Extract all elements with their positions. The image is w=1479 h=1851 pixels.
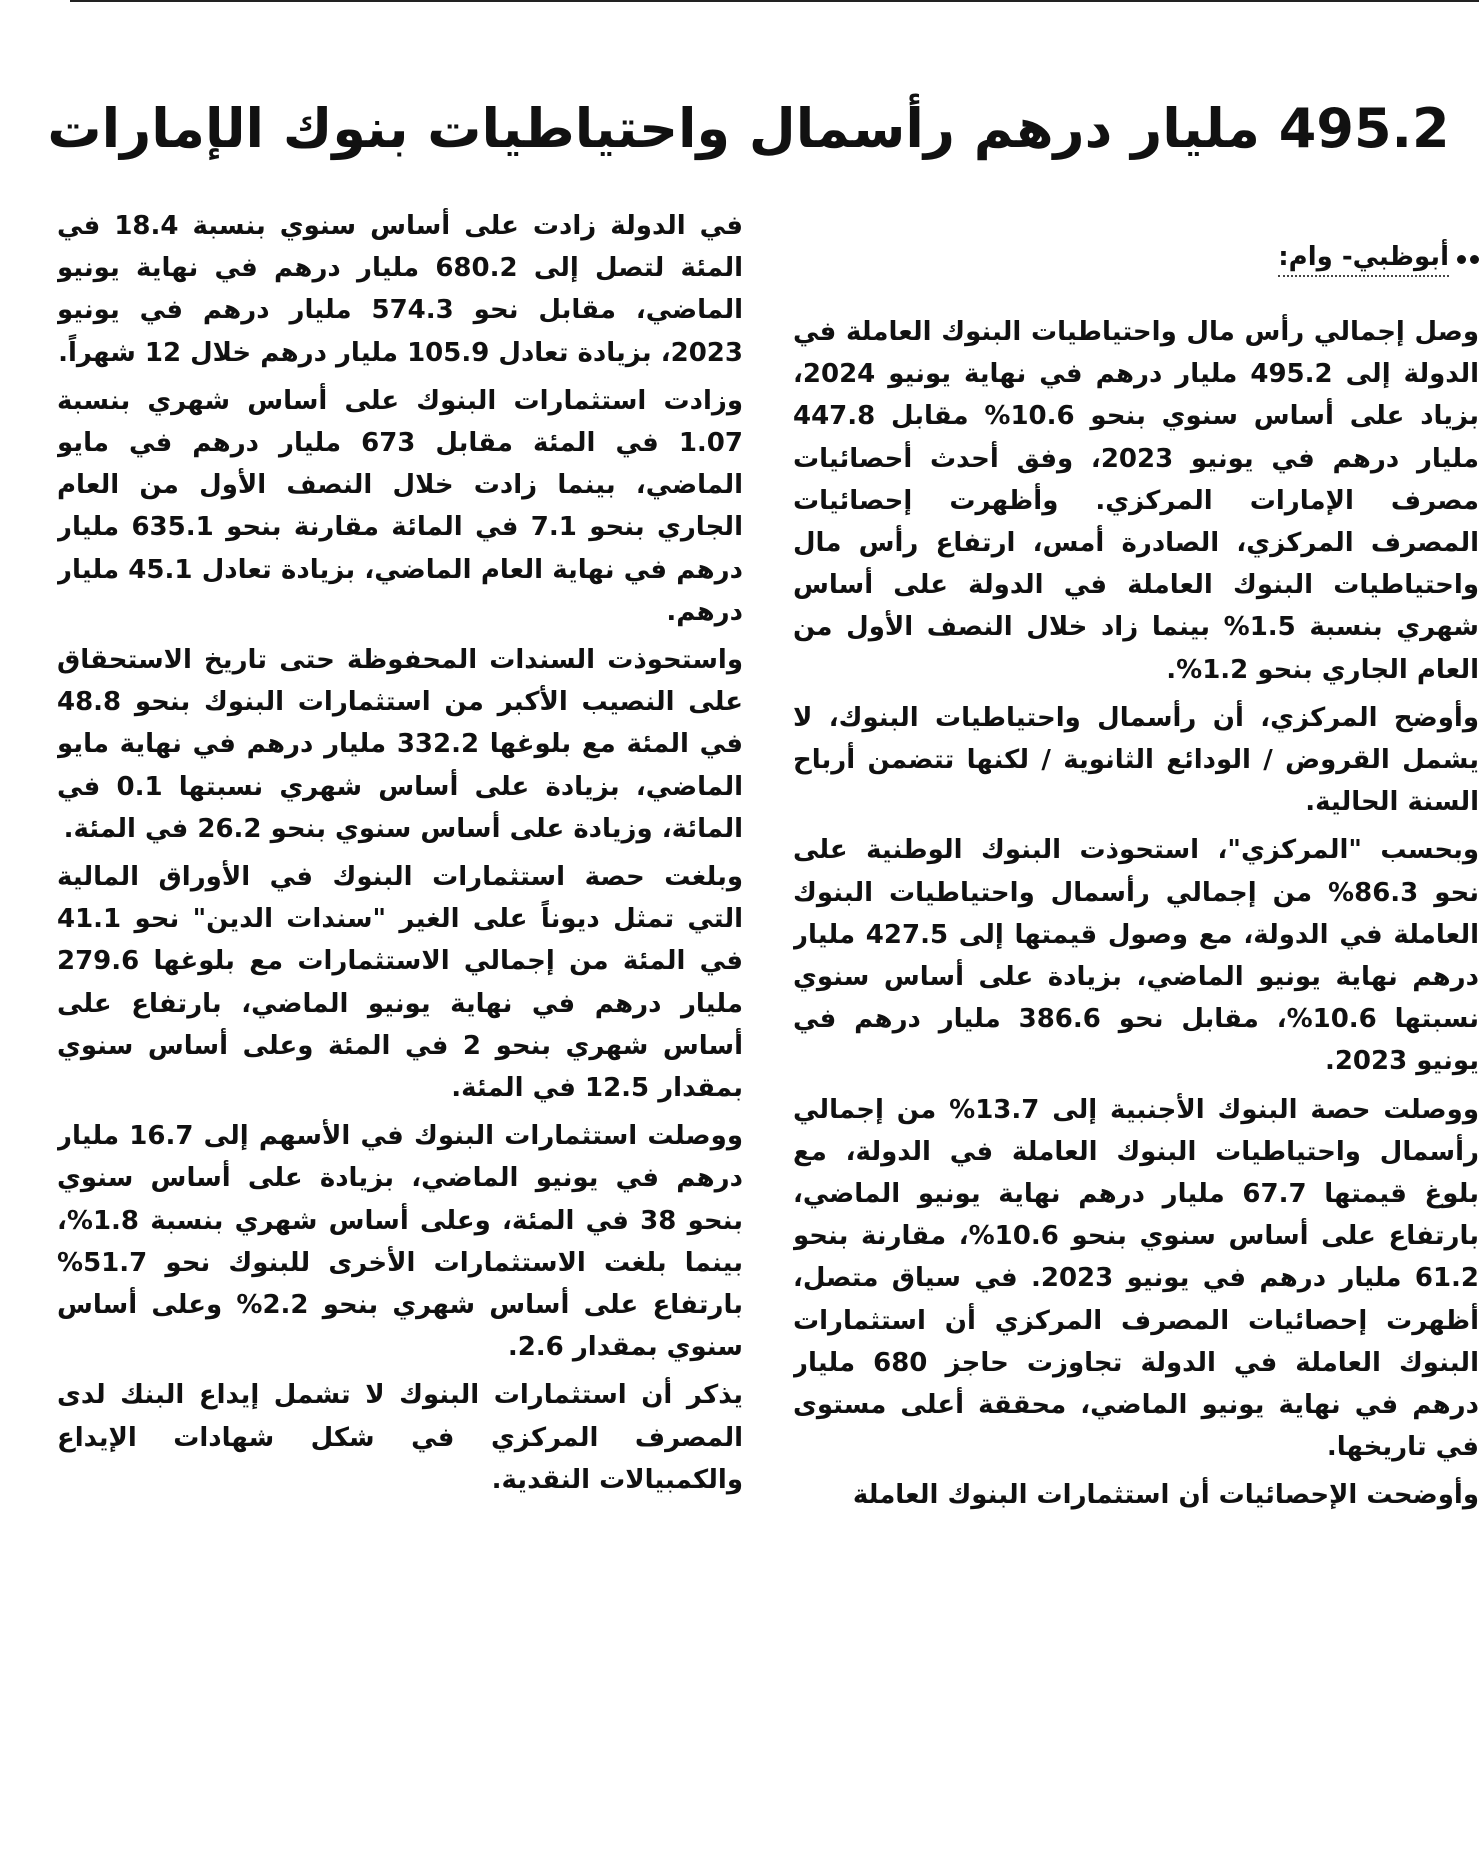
column-right xyxy=(793,205,1479,1845)
top-rule xyxy=(70,0,1479,2)
paragraph: في الدولة زادت على أساس سنوي بنسبة 18.4 في المئة لتصل إلى 680.2 مليار درهم في نهاية يونيو الماضي، مقابل نحو 574.3 مليار درهم في يونيو 2023، بزيادة تعادل 105.9 مليار درهم خلال 12 شهراً. xyxy=(57,211,743,368)
paragraph: يذكر أن استثمارات البنوك لا تشمل إيداع البنك لدى المصرف المركزي في شكل شهادات الإيداع والكمبيالات النقدية. xyxy=(57,1380,743,1495)
paragraph: وأوضح المركزي، أن رأسمال واحتياطيات البنوك، لا يشمل القروض / الودائع الثانوية / لكنها تتضمن أرباح السنة الحالية. xyxy=(793,702,1479,818)
paragraph: واستحوذت السندات المحفوظة حتى تاريخ الاستحقاق على النصيب الأكبر من استثمارات البنوك بنحو 48.8 في المئة مع بلوغها 332.2 مليار درهم في نهاية مايو الماضي، بزيادة على أساس شهري نسبتها 0.1 في المائة، وزيادة على أساس سنوي بنحو 26.2 في المئة. xyxy=(57,645,743,844)
dateline xyxy=(793,241,1479,277)
column-left xyxy=(57,205,743,1845)
paragraph: ووصلت استثمارات البنوك في الأسهم إلى 16.7 مليار درهم في يونيو الماضي، بزيادة على أساس سنوي بنحو 38 في المئة، وعلى أساس شهري بنسبة 1.8%، بينما بلغت الاستثمارات الأخرى للبنوك نحو 51.7% بارتفاع على أساس شهري بنحو 2.2% وعلى أساس سنوي بمقدار 2.6. xyxy=(57,1121,743,1363)
paragraph: وبحسب "المركزي"، استحوذت البنوك الوطنية على نحو 86.3% من إجمالي رأسمال واحتياطيات البنوك العاملة في الدولة، مع وصول قيمتها إلى 427.5 مليار درهم نهاية يونيو الماضي، بزيادة على أساس سنوي نسبتها 10.6%، مقابل نحو 386.6 مليار درهم في يونيو 2023. xyxy=(793,835,1479,1077)
headline: 495.2 مليار درهم رأسمال واحتياطيات بنوك الإمارات xyxy=(47,97,1450,161)
paragraph: ووصلت حصة البنوك الأجنبية إلى 13.7% من إجمالي رأسمال واحتياطيات البنوك العاملة في الدولة، مع بلوغ قيمتها 67.7 مليار درهم نهاية يونيو الماضي، بارتفاع على أساس سنوي بنحو 10.6%، مقارنة بنحو 61.2 مليار درهم في يونيو 2023. في سياق متصل، أظهرت إحصائيات المصرف المركزي أن استثمارات البنوك العاملة في الدولة تجاوزت حاجز 680 مليار درهم في نهاية يونيو الماضي، محققة أعلى مستوى في تاريخها. xyxy=(793,1094,1479,1463)
double-bullet-icon xyxy=(1457,255,1479,264)
paragraph: وصل إجمالي رأس مال واحتياطيات البنوك العاملة في الدولة إلى 495.2 مليار درهم في نهاية يونيو 2024، بزياد على أساس سنوي بنحو 10.6% مقابل 447.8 مليار درهم في يونيو 2023، وفق أحدث أحصائيات مصرف الإمارات المركزي. وأظهرت إحصائيات المصرف المركزي، الصادرة أمس، ارتفاع رأس مال واحتياطيات البنوك العاملة في الدولة على أساس شهري بنسبة 1.5% بينما زاد خلال النصف الأول من العام الجاري بنحو 1.2%. xyxy=(793,317,1479,685)
paragraph: وزادت استثمارات البنوك على أساس شهري بنسبة 1.07 في المئة مقابل 673 مليار درهم في مايو الماضي، بينما زادت خلال النصف الأول من العام الجاري بنحو 7.1 في المائة مقارنة بنحو 635.1 مليار درهم في نهاية العام الماضي، بزيادة تعادل 45.1 مليار درهم. xyxy=(57,385,743,627)
paragraph: وأوضحت الإحصائيات أن استثمارات البنوك العاملة xyxy=(852,1480,1479,1511)
dateline-text: أبوظبي- وام: xyxy=(1278,241,1449,277)
paragraph: وبلغت حصة استثمارات البنوك في الأوراق المالية التي تمثل ديوناً على الغير "سندات الدين" نحو 41.1 في المئة من إجمالي الاستثمارات مع بلوغها 279.6 مليار درهم في نهاية يونيو الماضي، بارتفاع على أساس شهري بنحو 2 في المئة وعلى أساس سنوي بمقدار 12.5 في المئة. xyxy=(57,862,743,1104)
article-body xyxy=(54,205,1479,1845)
